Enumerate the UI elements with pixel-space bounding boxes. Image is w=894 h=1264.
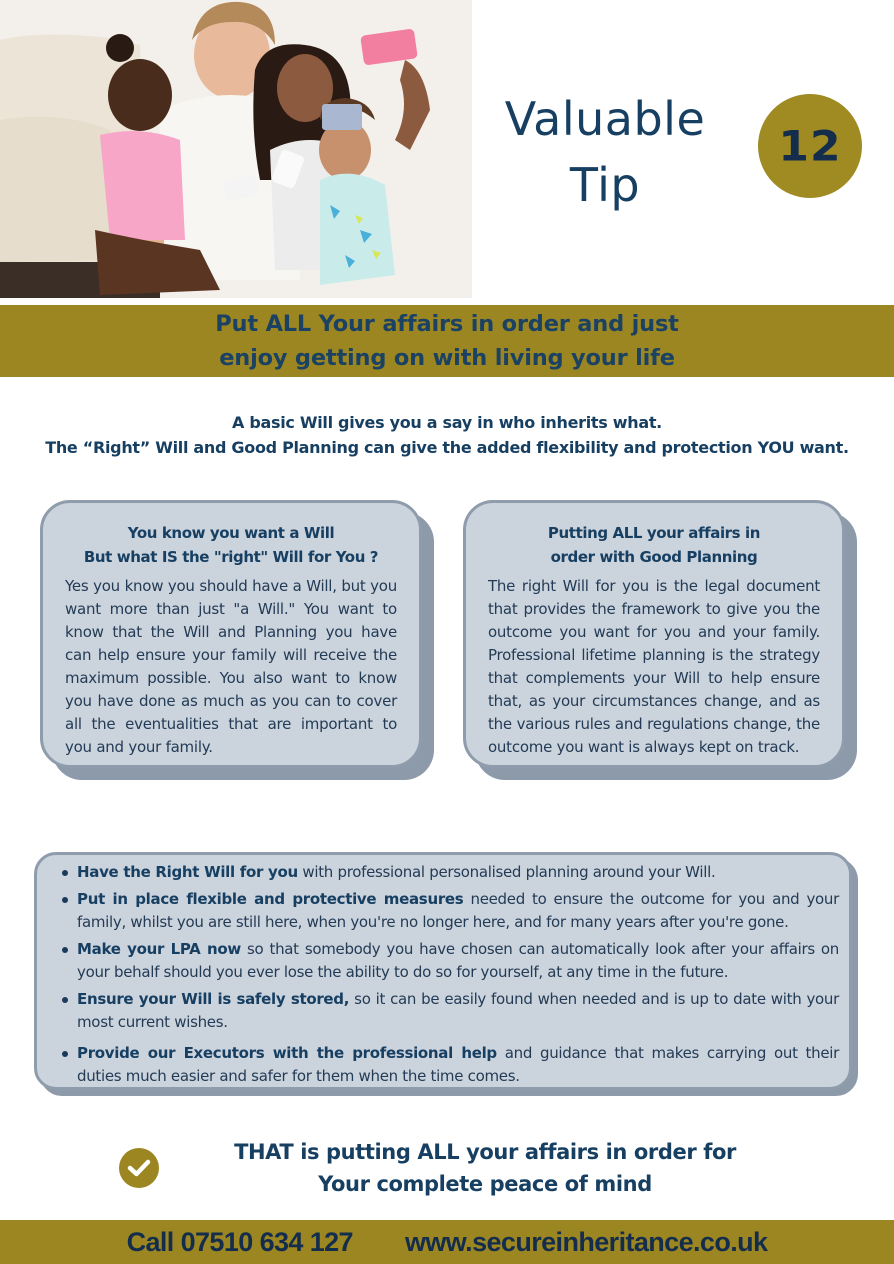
benefits-box bbox=[34, 852, 852, 1090]
checkmark-icon bbox=[127, 1158, 151, 1178]
card-body: Yes you know you should have a Will, but you want more than just "a Will." You want to know that the Will and Planning you have can help ensure your family will receive the maximum possible. You also want to know you have done as much as you can to cover all the eventualities that are important to you and your family. bbox=[65, 577, 397, 756]
info-card-good-planning bbox=[463, 500, 845, 768]
title-line-2: Tip bbox=[569, 158, 641, 212]
headline-line-1: Put ALL Your affairs in order and just bbox=[215, 311, 679, 337]
info-card-right-will bbox=[40, 500, 422, 768]
card-title bbox=[65, 521, 397, 569]
family-selfie-illustration bbox=[0, 0, 472, 298]
page-title bbox=[480, 86, 730, 218]
intro-text bbox=[0, 410, 894, 460]
benefit-bold: Have the Right Will for you bbox=[77, 863, 298, 881]
card-title bbox=[488, 521, 820, 569]
benefit-bold: Put in place flexible and protective measures bbox=[77, 890, 464, 908]
benefits-panel bbox=[34, 852, 852, 1090]
closing-line-2: Your complete peace of mind bbox=[318, 1172, 652, 1196]
benefit-item bbox=[61, 988, 839, 1034]
card-title-line-2: But what IS the "right" Will for You ? bbox=[83, 548, 379, 566]
card-title-line-2: order with Good Planning bbox=[550, 548, 758, 566]
closing-line-1: THAT is putting ALL your affairs in order for bbox=[234, 1140, 736, 1164]
headline-banner bbox=[0, 305, 894, 377]
benefit-item bbox=[61, 938, 839, 984]
benefit-text: needed to ensure the outcome for you and your family, whilst you are still here, when you're no longer here, and for many years after you're gone. bbox=[77, 890, 839, 931]
benefit-bold: Make your LPA now bbox=[77, 940, 241, 958]
card-panel bbox=[40, 500, 422, 768]
card-panel bbox=[463, 500, 845, 768]
headline-line-2: enjoy getting on with living your life bbox=[219, 345, 675, 371]
card-title-line-1: Putting ALL your affairs in bbox=[547, 524, 761, 542]
website-link[interactable]: www.secureinheritance.co.uk bbox=[404, 1226, 768, 1257]
benefit-item bbox=[61, 861, 839, 884]
family-photo bbox=[0, 0, 472, 298]
contact-footer bbox=[0, 1220, 894, 1264]
benefits-list bbox=[61, 861, 839, 1088]
check-circle-icon bbox=[119, 1148, 159, 1188]
title-line-1: Valuable bbox=[504, 92, 706, 146]
card-title-line-1: You know you want a Will bbox=[127, 524, 335, 542]
benefit-bold: Provide our Executors with the professional help bbox=[77, 1044, 497, 1062]
benefit-text: so that somebody you have chosen can automatically look after your affairs on your behalf should you ever lose the ability to do so for yourself, at any time in the future. bbox=[77, 940, 839, 981]
benefit-item bbox=[61, 888, 839, 934]
benefit-item bbox=[61, 1042, 839, 1088]
benefit-bold: Ensure your Will is safely stored, bbox=[77, 990, 350, 1008]
closing-statement bbox=[200, 1136, 770, 1200]
card-body: The right Will for you is the legal document that provides the framework to give you the outcome you want for you and your family. Professional lifetime planning is the strategy that complements your Will to help ensure that, as your circumstances change, and as the various rules and regulations change, the outcome you want is always kept on track. bbox=[488, 577, 820, 756]
intro-line-2: The “Right” Will and Good Planning can give the added flexibility and protection YOU want. bbox=[45, 438, 849, 457]
intro-line-1: A basic Will gives you a say in who inherits what. bbox=[232, 413, 662, 432]
tip-number: 12 bbox=[778, 121, 842, 171]
benefit-text: with professional personalised planning around your Will. bbox=[297, 863, 716, 881]
phone-number[interactable]: Call 07510 634 127 bbox=[126, 1226, 353, 1257]
benefit-text: and guidance that makes carrying out their duties much easier and safer for them when the time comes. bbox=[77, 1044, 839, 1085]
tip-number-badge bbox=[758, 94, 862, 198]
benefit-text: so it can be easily found when needed and is up to date with your most current wishes. bbox=[77, 990, 839, 1031]
